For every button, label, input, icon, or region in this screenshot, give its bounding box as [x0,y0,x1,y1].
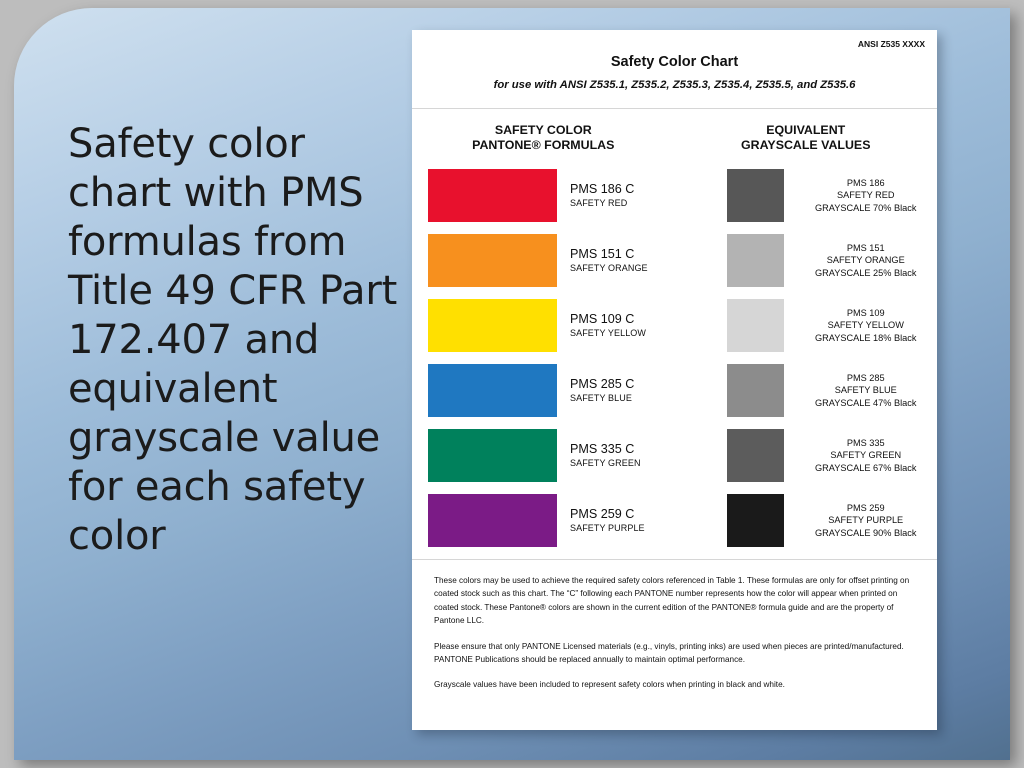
grayscale-swatch [727,299,784,352]
grayscale-value: GRAYSCALE 90% Black [815,527,917,538]
grayscale-pms-code: PMS 151 [846,242,885,253]
color-name: SAFETY BLUE [570,392,632,403]
grayscale-color-name: SAFETY PURPLE [828,515,904,526]
color-labels [557,377,634,405]
column-header-line1: SAFETY COLOR [494,123,592,137]
grayscale-color-name: SAFETY RED [836,190,895,201]
color-labels [557,182,634,210]
table-row [412,358,937,423]
grayscale-labels [784,307,938,345]
grayscale-labels [784,372,938,410]
grayscale-pms-code: PMS 109 [846,307,885,318]
note-paragraph: Grayscale values have been included to represent safety colors when printing in black and white. [434,680,785,690]
color-name: SAFETY RED [570,197,628,208]
note-paragraph: These colors may be used to achieve the required safety colors referenced in Table 1. These formulas are only for offset printing on coated stock such as this chart. The “C” following each PANTONE number represents how the color will appear when printed on coated stock. These Pantone® colors are shown in the current edition of the PANTONE® formula guide and are the property of Pantone LLC. [434,576,910,626]
grayscale-value: GRAYSCALE 18% Black [815,332,917,343]
grayscale-pms-code: PMS 285 [846,372,885,383]
color-swatch [428,429,557,482]
row-grayscale-cell [675,234,938,287]
row-grayscale-cell [675,494,938,547]
row-color-cell [412,494,675,547]
pms-code: PMS 259 C [570,506,635,521]
grayscale-value: GRAYSCALE 47% Black [815,397,917,408]
grayscale-value: GRAYSCALE 67% Black [815,462,917,473]
column-header-grayscale [675,123,938,153]
column-header-line1: EQUIVALENT [766,123,846,137]
row-grayscale-cell [675,364,938,417]
grayscale-swatch [727,364,784,417]
grayscale-swatch [727,169,784,222]
grayscale-value: GRAYSCALE 70% Black [815,202,917,213]
row-grayscale-cell [675,299,938,352]
column-header-line2: GRAYSCALE VALUES [741,138,871,152]
row-color-cell [412,364,675,417]
color-swatch [428,364,557,417]
pms-code: PMS 151 C [570,246,635,261]
row-grayscale-cell [675,429,938,482]
safety-color-chart-card [412,30,937,730]
chart-subtitle: for use with ANSI Z535.1, Z535.2, Z535.3, Z535.4, Z535.5, and Z535.6 [493,79,856,91]
color-labels [557,247,648,275]
color-labels [557,442,641,470]
color-name: SAFETY GREEN [570,457,641,468]
row-color-cell [412,429,675,482]
chart-notes [412,559,937,692]
note-paragraph: Please ensure that only PANTONE Licensed materials (e.g., vinyls, printing inks) are used when pieces are printed/manufactured. PANTONE Publications should be replaced annually to maintain optimal performance. [434,641,904,665]
color-name: SAFETY YELLOW [570,327,646,338]
slide-background [14,8,1010,760]
grayscale-swatch [727,494,784,547]
color-rows [412,153,937,553]
grayscale-color-name: SAFETY ORANGE [826,255,905,266]
row-color-cell [412,299,675,352]
grayscale-color-name: SAFETY BLUE [834,385,897,396]
color-swatch [428,234,557,287]
color-name: SAFETY PURPLE [570,522,645,533]
color-labels [557,312,646,340]
table-row [412,423,937,488]
grayscale-pms-code: PMS 186 [846,177,885,188]
grayscale-pms-code: PMS 259 [846,502,885,513]
grayscale-swatch [727,429,784,482]
grayscale-labels [784,242,938,280]
color-swatch [428,299,557,352]
pms-code: PMS 109 C [570,311,635,326]
chart-header [412,30,937,109]
page-title: Safety color chart with PMS formulas from Title 49 CFR Part 172.407 and equivalent grayscale value for each safety color [68,121,398,559]
row-color-cell [412,169,675,222]
row-color-cell [412,234,675,287]
pms-code: PMS 186 C [570,181,635,196]
color-labels [557,507,645,535]
slide-title-block [68,120,398,561]
table-row [412,293,937,358]
color-swatch [428,494,557,547]
ansi-code-label: ANSI Z535 XXXX [857,39,925,49]
table-row [412,228,937,293]
row-grayscale-cell [675,169,938,222]
grayscale-labels [784,502,938,540]
table-row [412,488,937,553]
grayscale-color-name: SAFETY YELLOW [827,320,904,331]
grayscale-value: GRAYSCALE 25% Black [815,267,917,278]
column-headers [412,109,937,153]
color-swatch [428,169,557,222]
pms-code: PMS 335 C [570,441,635,456]
grayscale-color-name: SAFETY GREEN [830,450,902,461]
grayscale-pms-code: PMS 335 [846,437,885,448]
grayscale-labels [784,177,938,215]
grayscale-swatch [727,234,784,287]
pms-code: PMS 285 C [570,376,635,391]
table-row [412,163,937,228]
color-name: SAFETY ORANGE [570,262,648,273]
grayscale-labels [784,437,938,475]
column-header-safety-color [412,123,675,153]
chart-title: Safety Color Chart [610,54,739,70]
column-header-line2: PANTONE® FORMULAS [472,138,615,152]
